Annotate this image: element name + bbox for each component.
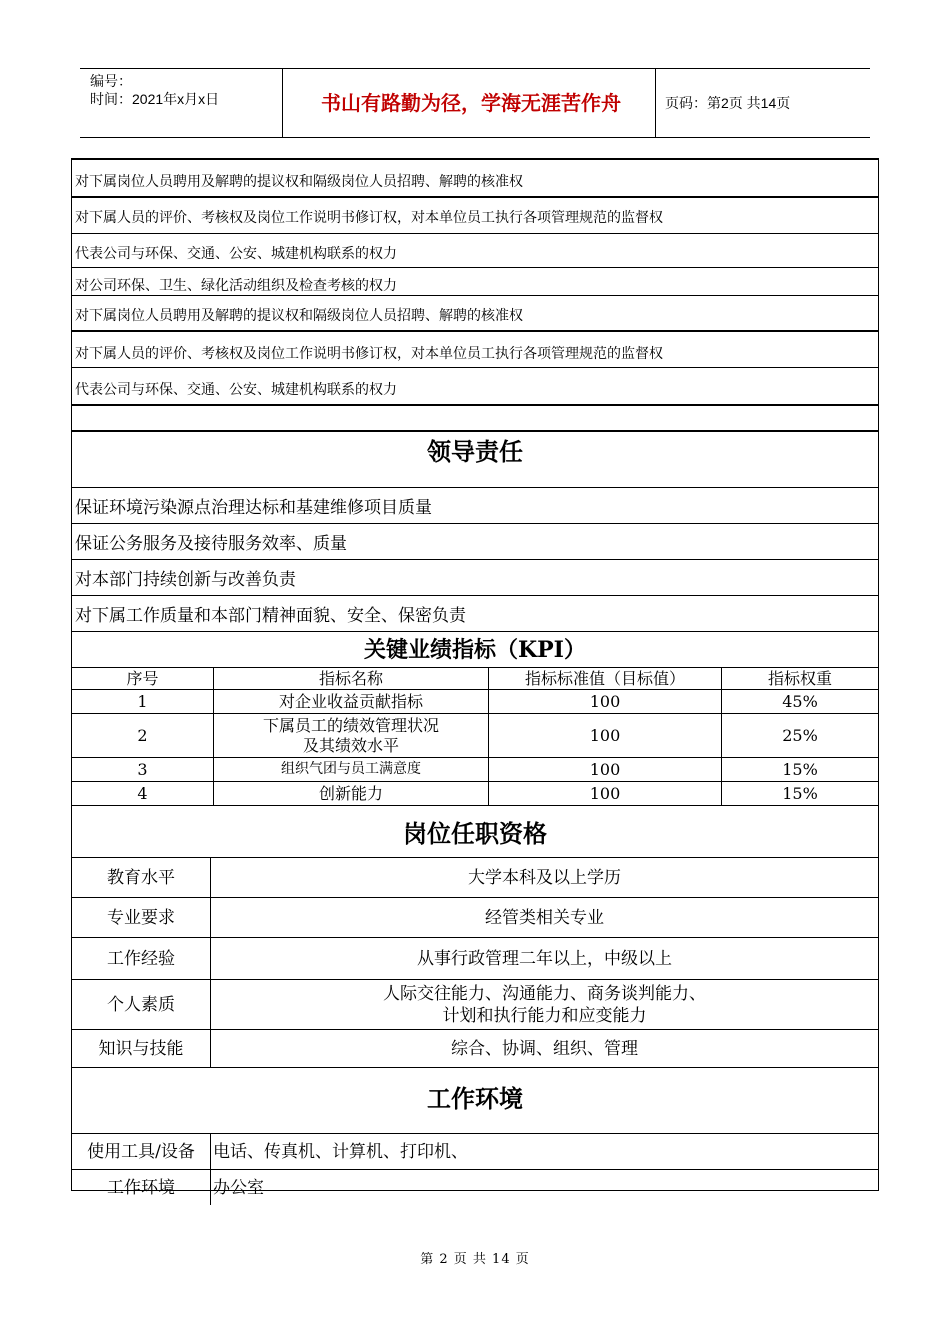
- kpi-no: 3: [72, 758, 214, 781]
- environment-label: 使用工具/设备: [72, 1134, 211, 1169]
- kpi-weight: 45%: [782, 692, 818, 711]
- authority-row: [72, 268, 878, 296]
- kpi-weight: 15%: [782, 760, 818, 779]
- authority-row: [72, 368, 878, 406]
- authority-text: 代表公司与环保、交通、公安、城建机构联系的权力: [75, 246, 397, 262]
- kpi-no: 1: [72, 690, 214, 713]
- authority-row: [72, 234, 878, 268]
- kpi-weight: 25%: [782, 726, 818, 745]
- authority-row: [72, 332, 878, 368]
- kpi-header-target: 指标标准值（目标值）: [489, 668, 722, 689]
- qualification-row: [72, 1030, 878, 1068]
- environment-row: [72, 1170, 878, 1198]
- kpi-header-row: [72, 668, 878, 690]
- kpi-target: 100: [489, 782, 722, 805]
- authority-row: [72, 296, 878, 332]
- qualification-row: [72, 938, 878, 980]
- number-label: 编号：: [90, 73, 132, 89]
- authority-text: 对下属岗位人员聘用及解聘的提议权和隔级岗位人员招聘、解聘的核准权: [75, 308, 523, 324]
- time-label: 时间：2021年x月x日: [90, 91, 220, 107]
- header-page-number: 页码：第2页 共14页: [665, 95, 791, 111]
- qualification-label: 工作经验: [72, 938, 211, 979]
- authority-text: 代表公司与环保、交通、公安、城建机构联系的权力: [75, 382, 397, 398]
- qualification-label: 个人素质: [72, 980, 211, 1029]
- qualification-label: 知识与技能: [72, 1030, 211, 1067]
- kpi-row: [72, 758, 878, 782]
- kpi-row: [72, 714, 878, 758]
- kpi-target: 100: [489, 714, 722, 757]
- kpi-target: 100: [489, 690, 722, 713]
- kpi-name: 创新能力: [214, 782, 489, 805]
- qualifications-title: 岗位任职资格: [72, 806, 878, 858]
- qualification-value: 综合、协调、组织、管理: [451, 1038, 638, 1059]
- kpi-no: 2: [72, 714, 214, 757]
- environment-row: [72, 1134, 878, 1170]
- page-header: [80, 68, 870, 138]
- qualification-value: 从事行政管理二年以上，中级以上: [417, 948, 672, 969]
- kpi-row: [72, 782, 878, 806]
- authority-row: [72, 160, 878, 198]
- authority-row: [72, 198, 878, 234]
- environment-value: 办公室: [213, 1177, 264, 1198]
- authority-text: 对公司环保、卫生、绿化活动组织及检查考核的权力: [75, 278, 397, 294]
- kpi-target: 100: [489, 758, 722, 781]
- qualification-label: 专业要求: [72, 898, 211, 937]
- qualification-row: [72, 980, 878, 1030]
- qualification-value: 人际交往能力、沟通能力、商务谈判能力、 计划和执行能力和应变能力: [383, 983, 706, 1026]
- header-meta: [90, 72, 219, 108]
- authority-text: 对下属岗位人员聘用及解聘的提议权和隔级岗位人员招聘、解聘的核准权: [75, 174, 523, 190]
- qualification-row: [72, 898, 878, 938]
- qualification-label: 教育水平: [72, 858, 211, 897]
- kpi-name: 下属员工的绩效管理状况 及其绩效水平: [214, 714, 489, 757]
- environment-title: 工作环境: [72, 1068, 878, 1134]
- kpi-header-weight: 指标权重: [767, 669, 832, 688]
- blank-row: [72, 406, 878, 432]
- environment-value: 电话、传真机、计算机、打印机、: [213, 1141, 468, 1162]
- kpi-row: [72, 690, 878, 714]
- kpi-header-name: 指标名称: [214, 668, 489, 689]
- leadership-item: 对下属工作质量和本部门精神面貌、安全、保密负责: [72, 596, 878, 632]
- leadership-item: 保证环境污染源点治理达标和基建维修项目质量: [72, 488, 878, 524]
- page-footer: 第 2 页 共 14 页: [420, 1252, 530, 1267]
- kpi-name: 对企业收益贡献指标: [214, 690, 489, 713]
- kpi-no: 4: [72, 782, 214, 805]
- leadership-item: 保证公务服务及接待服务效率、质量: [72, 524, 878, 560]
- header-motto: 书山有路勤为径，学海无涯苦作舟: [321, 91, 621, 115]
- qualification-value: 经管类相关专业: [485, 907, 604, 928]
- authority-text: 对下属人员的评价、考核权及岗位工作说明书修订权，对本单位员工执行各项管理规范的监督权: [75, 210, 663, 226]
- header-divider: [282, 69, 283, 137]
- kpi-header-no: 序号: [72, 668, 214, 689]
- leadership-title: 领导责任: [72, 432, 878, 488]
- qualification-row: [72, 858, 878, 898]
- qualification-value: 大学本科及以上学历: [468, 867, 621, 888]
- job-description-table: [71, 158, 879, 1198]
- kpi-weight: 15%: [782, 784, 818, 803]
- leadership-item: 对本部门持续创新与改善负责: [72, 560, 878, 596]
- kpi-name: 组织气团与员工满意度: [214, 758, 489, 781]
- authority-text: 对下属人员的评价、考核权及岗位工作说明书修订权，对本单位员工执行各项管理规范的监督权: [75, 346, 663, 362]
- environment-label: 工作环境: [72, 1170, 211, 1205]
- kpi-title: 关键业绩指标（KPI）: [72, 632, 878, 668]
